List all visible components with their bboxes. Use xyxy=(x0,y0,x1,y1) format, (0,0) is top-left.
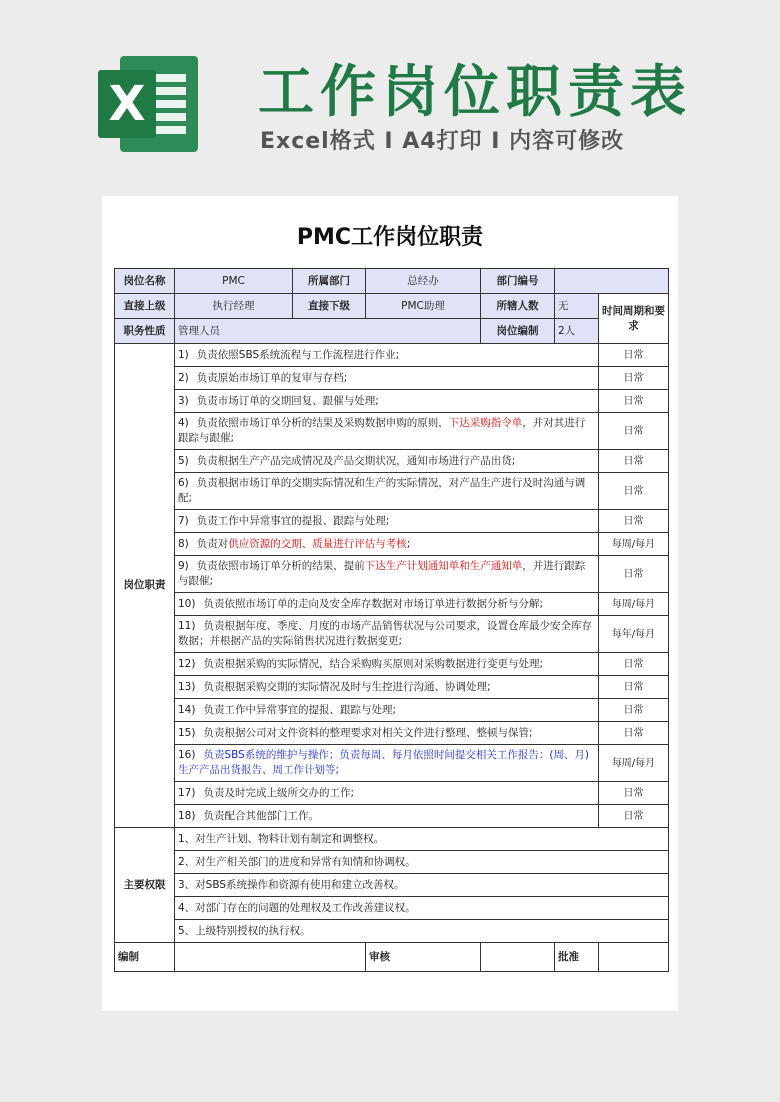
excel-logo-icon: X xyxy=(98,56,198,152)
duty-text xyxy=(175,782,599,805)
duty-text-part: 下达生产计划通知单和生产通知单 xyxy=(364,560,523,572)
duty-text-part: 负责根据年度、季度、月度的市场产品销售状况与公司要求，设置仓库最少安全库存数据；并根据产品的实际销售状况进行数据变更; xyxy=(178,620,592,647)
duty-number: 8) xyxy=(178,537,189,550)
duty-frequency: 日常 xyxy=(599,676,669,699)
duty-text-part: ，并进行跟踪与跟催; xyxy=(178,560,586,587)
duty-number: 4) xyxy=(178,417,189,429)
value-subordinate: PMC助理 xyxy=(366,294,481,319)
duty-frequency: 日常 xyxy=(599,344,669,367)
duty-text xyxy=(175,616,599,653)
duty-row xyxy=(115,473,669,510)
duty-row xyxy=(115,533,669,556)
duty-number: 14) xyxy=(178,703,196,716)
authority-row xyxy=(115,874,669,897)
duty-text-part: 负责根据生产产品完成情况及产品交期状况，通知市场进行产品出货; xyxy=(196,454,516,467)
duty-frequency: 日常 xyxy=(599,805,669,828)
label-staffing: 岗位编制 xyxy=(481,319,555,344)
duty-row xyxy=(115,450,669,473)
duty-text xyxy=(175,510,599,533)
duty-row xyxy=(115,344,669,367)
duty-text xyxy=(175,556,599,593)
duty-frequency: 日常 xyxy=(599,722,669,745)
duty-frequency: 每周/每月 xyxy=(599,593,669,616)
duty-row xyxy=(115,556,669,593)
duty-row xyxy=(115,722,669,745)
duty-frequency: 日常 xyxy=(599,782,669,805)
duty-row xyxy=(115,745,669,782)
duty-frequency: 每年/每月 xyxy=(599,616,669,653)
duty-text xyxy=(175,745,599,782)
duty-row xyxy=(115,653,669,676)
duty-frequency: 日常 xyxy=(599,653,669,676)
duty-number: 3) xyxy=(178,394,189,407)
duty-number: 11) xyxy=(178,620,196,632)
duty-row xyxy=(115,699,669,722)
authority-text: 3、对SBS系统操作和资源有使用和建立改善权。 xyxy=(175,874,669,897)
section-label-duties: 岗位职责 xyxy=(115,344,175,828)
section-label-authority: 主要权限 xyxy=(115,828,175,943)
field-compiled-by xyxy=(175,943,366,972)
duty-row xyxy=(115,805,669,828)
duty-number: 18) xyxy=(178,809,196,822)
duty-text xyxy=(175,413,599,450)
duty-number: 13) xyxy=(178,680,196,693)
duty-text-part: 负责对 xyxy=(196,537,229,550)
document-page xyxy=(102,196,678,1011)
duty-text-part: 负责市场订单的交期回复、跟催与处理; xyxy=(196,394,379,407)
duty-text-part: 负责及时完成上级所交办的工作; xyxy=(203,786,355,799)
duty-text xyxy=(175,450,599,473)
duty-frequency: 每周/每月 xyxy=(599,745,669,782)
duty-row xyxy=(115,616,669,653)
label-superior: 直接上级 xyxy=(115,294,175,319)
value-headcount: 无 xyxy=(555,294,599,319)
duty-text xyxy=(175,653,599,676)
label-position-name: 岗位名称 xyxy=(115,269,175,294)
duty-frequency: 日常 xyxy=(599,510,669,533)
duty-row xyxy=(115,510,669,533)
field-reviewed-by xyxy=(481,943,555,972)
duty-text xyxy=(175,699,599,722)
value-superior: 执行经理 xyxy=(175,294,293,319)
duty-number: 5) xyxy=(178,454,189,467)
value-staffing: 2人 xyxy=(555,319,599,344)
duty-text xyxy=(175,805,599,828)
duty-frequency: 日常 xyxy=(599,390,669,413)
duty-row xyxy=(115,413,669,450)
duty-number: 1) xyxy=(178,348,189,361)
duty-row xyxy=(115,593,669,616)
label-department: 所属部门 xyxy=(293,269,366,294)
authority-row xyxy=(115,828,669,851)
authority-row xyxy=(115,851,669,874)
duty-row xyxy=(115,782,669,805)
duty-number: 16) xyxy=(178,749,196,761)
duty-text-part: 负责依照SBS系统流程与工作流程进行作业; xyxy=(196,348,400,361)
duty-text xyxy=(175,593,599,616)
label-department-code: 部门编号 xyxy=(481,269,555,294)
label-time-cycle: 时间周期和要求 xyxy=(599,294,669,344)
duty-text-part: 负责根据采购交期的实际情况及时与生控进行沟通、协调处理; xyxy=(203,680,491,693)
value-position-name: PMC xyxy=(175,269,293,294)
duty-text-part: 负责配合其他部门工作。 xyxy=(203,809,319,822)
duty-text-part: 负责根据市场订单的交期实际情况和生产的实际情况，对产品生产进行及时沟通与调配; xyxy=(178,477,586,504)
label-subordinate: 直接下级 xyxy=(293,294,366,319)
value-department: 总经办 xyxy=(366,269,481,294)
duty-text-part: 负责依照市场订单分析的结果及采购数据申购的原则， xyxy=(196,417,449,429)
duty-row xyxy=(115,390,669,413)
duty-text-part: 供应资源的交期、质量进行评估与考核 xyxy=(228,537,407,550)
duty-text-part: 负责根据公司对文件资料的整理要求对相关文件进行整理、整顿与保管; xyxy=(203,726,533,739)
duty-number: 15) xyxy=(178,726,196,739)
duty-text-part: 负责依照市场订单分析的结果，提前 xyxy=(196,560,365,572)
duty-text xyxy=(175,722,599,745)
label-job-nature: 职务性质 xyxy=(115,319,175,344)
duty-frequency: 每周/每月 xyxy=(599,533,669,556)
value-department-code xyxy=(555,269,669,294)
duty-frequency: 日常 xyxy=(599,413,669,450)
duty-text-part: 负责原始市场订单的复审与存档; xyxy=(196,371,348,384)
duty-frequency: 日常 xyxy=(599,473,669,510)
duty-frequency: 日常 xyxy=(599,699,669,722)
duty-row xyxy=(115,367,669,390)
duty-text-part: 下达采购指令单 xyxy=(448,417,523,429)
duty-text xyxy=(175,390,599,413)
authority-text: 1、对生产计划、物料计划有制定和调整权。 xyxy=(175,828,669,851)
duty-number: 17) xyxy=(178,786,196,799)
label-approved-by: 批准 xyxy=(555,943,599,972)
document-title: PMC工作岗位职责 xyxy=(296,225,484,250)
banner xyxy=(0,0,780,190)
duty-frequency: 日常 xyxy=(599,367,669,390)
duty-text-part: 负责SBS系统的维护与操作；负责每周、每月依照时间提交相关工作报告：(周、月)生产产品出货报告、周工作计划等; xyxy=(178,749,590,776)
duty-text-part: 负责依照市场订单的走向及安全库存数据对市场订单进行数据分析与分解; xyxy=(203,597,544,610)
header-row-1 xyxy=(115,269,669,294)
value-job-nature: 管理人员 xyxy=(175,319,481,344)
header-row-2 xyxy=(115,294,669,319)
duty-text-part: 负责工作中异常事宜的提报、跟踪与处理; xyxy=(196,514,390,527)
duty-number: 7) xyxy=(178,514,189,527)
responsibility-table xyxy=(114,268,669,972)
label-reviewed-by: 审核 xyxy=(366,943,481,972)
duty-text xyxy=(175,344,599,367)
duty-number: 6) xyxy=(178,477,189,489)
duty-text-part: ，并对其进行跟踪与跟催; xyxy=(178,417,586,444)
duty-frequency: 日常 xyxy=(599,450,669,473)
banner-title: 工作岗位职责表 xyxy=(258,60,692,125)
duty-text xyxy=(175,367,599,390)
duty-text-part: ; xyxy=(406,537,411,550)
authority-text: 2、对生产相关部门的进度和异常有知情和协调权。 xyxy=(175,851,669,874)
authority-text: 5、上级特别授权的执行权。 xyxy=(175,920,669,943)
duty-number: 12) xyxy=(178,657,196,670)
duty-number: 2) xyxy=(178,371,189,384)
authority-row xyxy=(115,897,669,920)
duty-text-part: 负责工作中异常事宜的提报、跟踪与处理; xyxy=(203,703,397,716)
banner-subtitle: Excel格式 I A4打印 I 内容可修改 xyxy=(260,129,625,154)
signature-row xyxy=(115,943,669,972)
duty-text xyxy=(175,676,599,699)
duty-row xyxy=(115,676,669,699)
authority-row xyxy=(115,920,669,943)
label-compiled-by: 编制 xyxy=(115,943,175,972)
header-row-3 xyxy=(115,319,669,344)
label-headcount: 所辖人数 xyxy=(481,294,555,319)
authority-text: 4、对部门存在的问题的处理权及工作改善建议权。 xyxy=(175,897,669,920)
field-approved-by xyxy=(599,943,669,972)
duty-frequency: 日常 xyxy=(599,556,669,593)
duty-number: 10) xyxy=(178,597,196,610)
duty-text xyxy=(175,533,599,556)
duty-number: 9) xyxy=(178,560,189,572)
duty-text xyxy=(175,473,599,510)
duty-text-part: 负责根据采购的实际情况，结合采购购买原则对采购数据进行变更与处理; xyxy=(203,657,544,670)
